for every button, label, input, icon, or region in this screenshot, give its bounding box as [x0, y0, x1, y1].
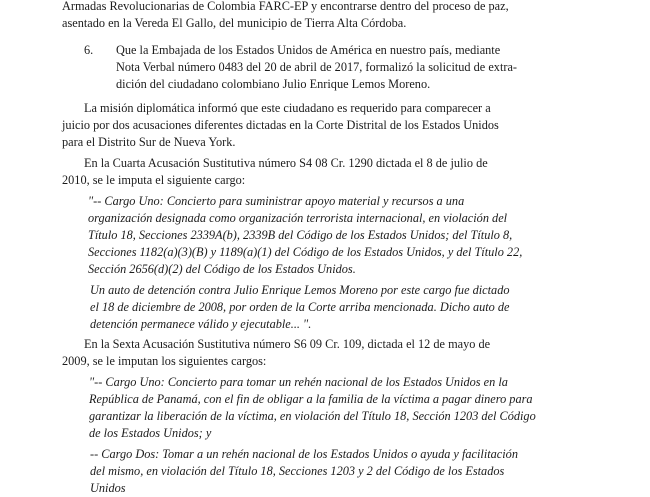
text-line: de los Estados Unidos; y — [89, 426, 212, 440]
text-line: "-- Cargo Uno: Concierto para tomar un rehén nacional de los Estados Unidos en la — [89, 375, 508, 389]
text-line: Un auto de detención contra Julio Enrique Lemos Moreno por este cargo fue dictado — [90, 283, 510, 297]
text-line: garantizar la liberación de la víctima, en violación del Título 18, Sección 1203 del Código — [89, 409, 536, 423]
text-line: Sección 2656(d)(2) del Código de los Estados Unidos. — [88, 262, 356, 276]
text-line: 2010, se le imputa el siguiente cargo: — [62, 173, 246, 187]
text-line: del mismo, en violación del Título 18, Secciones 1203 y 2 del Código de los Estados — [90, 464, 505, 478]
text-line: organización designada como organización terrorista internacional, en violación del — [88, 211, 508, 225]
item-number: 6. — [84, 43, 94, 57]
text-line: República de Panamá, con el fin de obligar a la familia de la víctima a pagar dinero para — [89, 392, 533, 406]
text-line: el 18 de diciembre de 2008, por orden de la Corte arriba mencionada. Dicho auto de — [90, 300, 510, 314]
sexta-paragraph — [62, 336, 622, 370]
text-line: Nota Verbal número 0483 del 20 de abril de 2017, formalizó la solicitud de extra- — [116, 60, 518, 74]
text-line: Unidos — [90, 481, 126, 495]
cuarta-paragraph — [62, 155, 622, 189]
text-line: Secciones 1182(a)(3)(B) y 1189(a)(1) del Código de los Estados Unidos, y del Título 22, — [88, 245, 523, 259]
text-line: detención permanece válido y ejecutable... ". — [90, 317, 312, 331]
text-line: En la Sexta Acusación Sustitutiva número S6 09 Cr. 109, dictada el 12 de mayo de — [84, 337, 491, 351]
text-line: 2009, se le imputan los siguientes cargos: — [62, 354, 267, 368]
mision-paragraph — [62, 100, 622, 151]
text-line: juicio por dos acusaciones diferentes dictadas en la Corte Distrital de los Estados Unidos — [62, 118, 499, 132]
text-line: para el Distrito Sur de Nueva York. — [62, 135, 236, 149]
text-line: "-- Cargo Uno: Concierto para suministrar apoyo material y recursos a una — [88, 194, 465, 208]
quote-auto-detencion — [90, 282, 630, 333]
numbered-item-6 — [62, 42, 622, 93]
text-line: -- Cargo Dos: Tomar a un rehén nacional de los Estados Unidos o ayuda y facilitación — [90, 447, 518, 461]
text-line: dición del ciudadano colombiano Julio Enrique Lemos Moreno. — [116, 77, 431, 91]
text-line: Armadas Revolucionarias de Colombia FARC-EP y encontrarse dentro del proceso de paz, — [62, 0, 509, 13]
text-line: Título 18, Secciones 2339A(b), 2339B del Código de los Estados Unidos; del Título 8, — [88, 228, 513, 242]
text-line: En la Cuarta Acusación Sustitutiva número S4 08 Cr. 1290 dictada el 8 de julio de — [84, 156, 488, 170]
text-line: asentado en la Vereda El Gallo, del municipio de Tierra Alta Córdoba. — [62, 16, 407, 30]
intro-paragraph — [62, 0, 622, 32]
quote-cargo-dos-s6 — [90, 446, 630, 497]
text-line: Que la Embajada de los Estados Unidos de América en nuestro país, mediante — [116, 43, 501, 57]
text-line: La misión diplomática informó que este ciudadano es requerido para comparecer a — [84, 101, 491, 115]
quote-cargo-uno-s6 — [89, 374, 629, 442]
quote-cargo-uno-s4 — [88, 193, 628, 278]
